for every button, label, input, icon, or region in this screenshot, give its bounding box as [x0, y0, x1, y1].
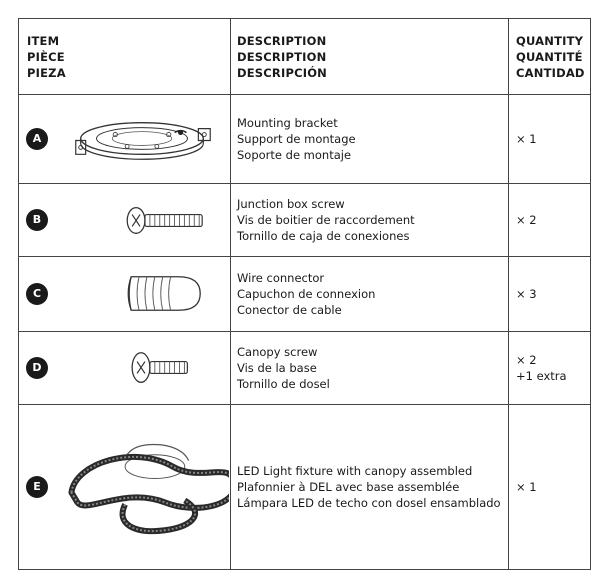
- quantity-value: × 1: [516, 480, 537, 494]
- item-cell-c: [19, 257, 231, 332]
- quantity-cell: [509, 257, 591, 332]
- junction-box-screw-icon: [55, 184, 229, 256]
- description-en: Canopy screw: [237, 345, 318, 359]
- description-cell: [231, 257, 509, 332]
- item-letter-badge: A: [26, 128, 48, 150]
- quantity-cell: [509, 184, 591, 257]
- header-item-fr: PIÈCE: [27, 50, 65, 64]
- description-cell: [231, 332, 509, 405]
- table-row: [19, 405, 591, 570]
- header-quantity: [509, 19, 591, 95]
- description-en: Wire connector: [237, 271, 325, 285]
- quantity-extra: +1 extra: [516, 369, 567, 383]
- parts-table: [18, 18, 591, 570]
- quantity-cell: [509, 95, 591, 184]
- table-header-row: [19, 19, 591, 95]
- quantity-cell: [509, 405, 591, 570]
- table-row: [19, 257, 591, 332]
- mounting-bracket-icon: [55, 95, 229, 183]
- item-letter-badge: C: [26, 283, 48, 305]
- header-quantity-en: QUANTITY: [516, 34, 584, 48]
- header-description-fr: DESCRIPTION: [237, 50, 327, 64]
- item-cell-a: [19, 95, 231, 184]
- description-fr: Capuchon de connexion: [237, 287, 376, 301]
- header-quantity-es: CANTIDAD: [516, 66, 585, 80]
- description-cell: [231, 184, 509, 257]
- quantity-value: × 1: [516, 132, 537, 146]
- description-es: Soporte de montaje: [237, 148, 352, 162]
- item-cell-b: [19, 184, 231, 257]
- description-fr: Support de montage: [237, 132, 356, 146]
- table-row: [19, 95, 591, 184]
- description-es: Tornillo de caja de conexiones: [237, 229, 410, 243]
- description-es: Conector de cable: [237, 303, 342, 317]
- description-fr: Plafonnier à DEL avec base assemblée: [237, 480, 460, 494]
- header-description-en: DESCRIPTION: [237, 34, 327, 48]
- description-cell: [231, 405, 509, 570]
- description-en: Junction box screw: [237, 197, 345, 211]
- quantity-value: × 2: [516, 213, 537, 227]
- quantity-cell: [509, 332, 591, 405]
- quantity-value: × 2: [516, 353, 537, 367]
- header-item-en: ITEM: [27, 34, 60, 48]
- table-row: [19, 184, 591, 257]
- header-item: [19, 19, 231, 95]
- item-letter-badge: B: [26, 209, 48, 231]
- description-fr: Vis de boitier de raccordement: [237, 213, 415, 227]
- item-cell-e: [19, 405, 231, 570]
- header-description: [231, 19, 509, 95]
- header-item-es: PIEZA: [27, 66, 66, 80]
- quantity-value: × 3: [516, 287, 537, 301]
- led-light-fixture-icon: [55, 405, 229, 569]
- canopy-screw-icon: [55, 332, 229, 404]
- header-quantity-fr: QUANTITÉ: [516, 50, 583, 64]
- description-cell: [231, 95, 509, 184]
- table-row: [19, 332, 591, 405]
- item-letter-badge: E: [26, 476, 48, 498]
- item-cell-d: [19, 332, 231, 405]
- description-es: Lámpara LED de techo con dosel ensamblado: [237, 496, 501, 510]
- description-en: Mounting bracket: [237, 116, 338, 130]
- description-es: Tornillo de dosel: [237, 377, 330, 391]
- wire-connector-icon: [55, 257, 229, 331]
- description-fr: Vis de la base: [237, 361, 317, 375]
- header-description-es: DESCRIPCIÓN: [237, 66, 328, 80]
- item-letter-badge: D: [26, 357, 48, 379]
- description-en: LED Light fixture with canopy assembled: [237, 464, 473, 478]
